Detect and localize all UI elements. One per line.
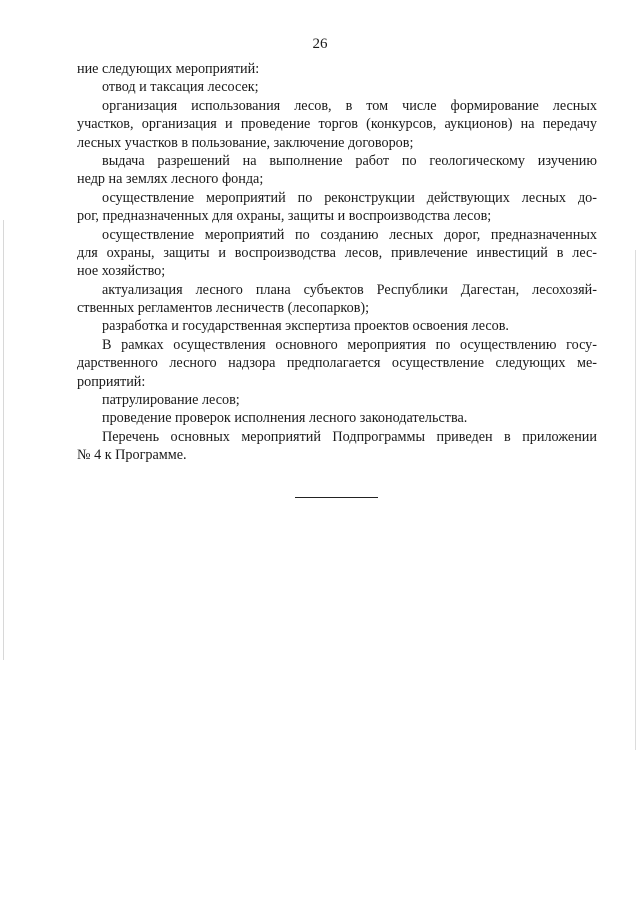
text-line: актуализация лесного плана субъектов Республики Дагестан, лесохозяй- <box>102 281 597 298</box>
text-line: дарственного лесного надзора предполагается осуществление следующих ме- <box>77 355 597 372</box>
text-line: № 4 к Программе. <box>77 447 187 464</box>
text-line: В рамках осуществления основного мероприятия по осуществлению госу- <box>102 336 597 353</box>
page-number: 26 <box>312 36 328 52</box>
text-line: проведение проверок исполнения лесного законодательства. <box>102 410 468 427</box>
text-line: ние следующих мероприятий: <box>77 61 260 77</box>
text-line: патрулирование лесов; <box>102 392 240 409</box>
text-line: осуществление мероприятий по реконструкции действующих лесных до- <box>102 189 597 206</box>
text-line: отвод и таксация лесосек; <box>102 79 259 96</box>
closing-rule <box>295 497 378 498</box>
scan-edge-right <box>635 250 636 750</box>
text-line: разработка и государственная экспертиза проектов освоения лесов. <box>102 318 509 335</box>
text-line: ственных регламентов лесничеств (лесопарков); <box>77 300 370 317</box>
text-line: рог, предназначенных для охраны, защиты и воспроизводства лесов; <box>77 208 492 225</box>
text-line: организация использования лесов, в том числе формирование лесных <box>102 97 597 114</box>
text-line: роприятий: <box>77 373 146 390</box>
text-line: Перечень основных мероприятий Подпрограммы приведен в приложении <box>102 428 597 445</box>
document-body <box>77 60 597 465</box>
text-line: недр на землях лесного фонда; <box>77 171 264 188</box>
text-line: для охраны, защиты и воспроизводства лесов, привлечение инвестиций в лес- <box>77 244 597 261</box>
text-line: осуществление мероприятий по созданию лесных дорог, предназначенных <box>102 226 597 243</box>
text-line: лесных участков в пользование, заключение договоров; <box>77 134 414 151</box>
scan-edge-left <box>3 220 4 660</box>
text-line: ное хозяйство; <box>77 263 166 280</box>
text-line: выдача разрешений на выполнение работ по геологическому изучению <box>102 152 597 169</box>
text-line: участков, организация и проведение торгов (конкурсов, аукционов) на передачу <box>77 116 597 133</box>
